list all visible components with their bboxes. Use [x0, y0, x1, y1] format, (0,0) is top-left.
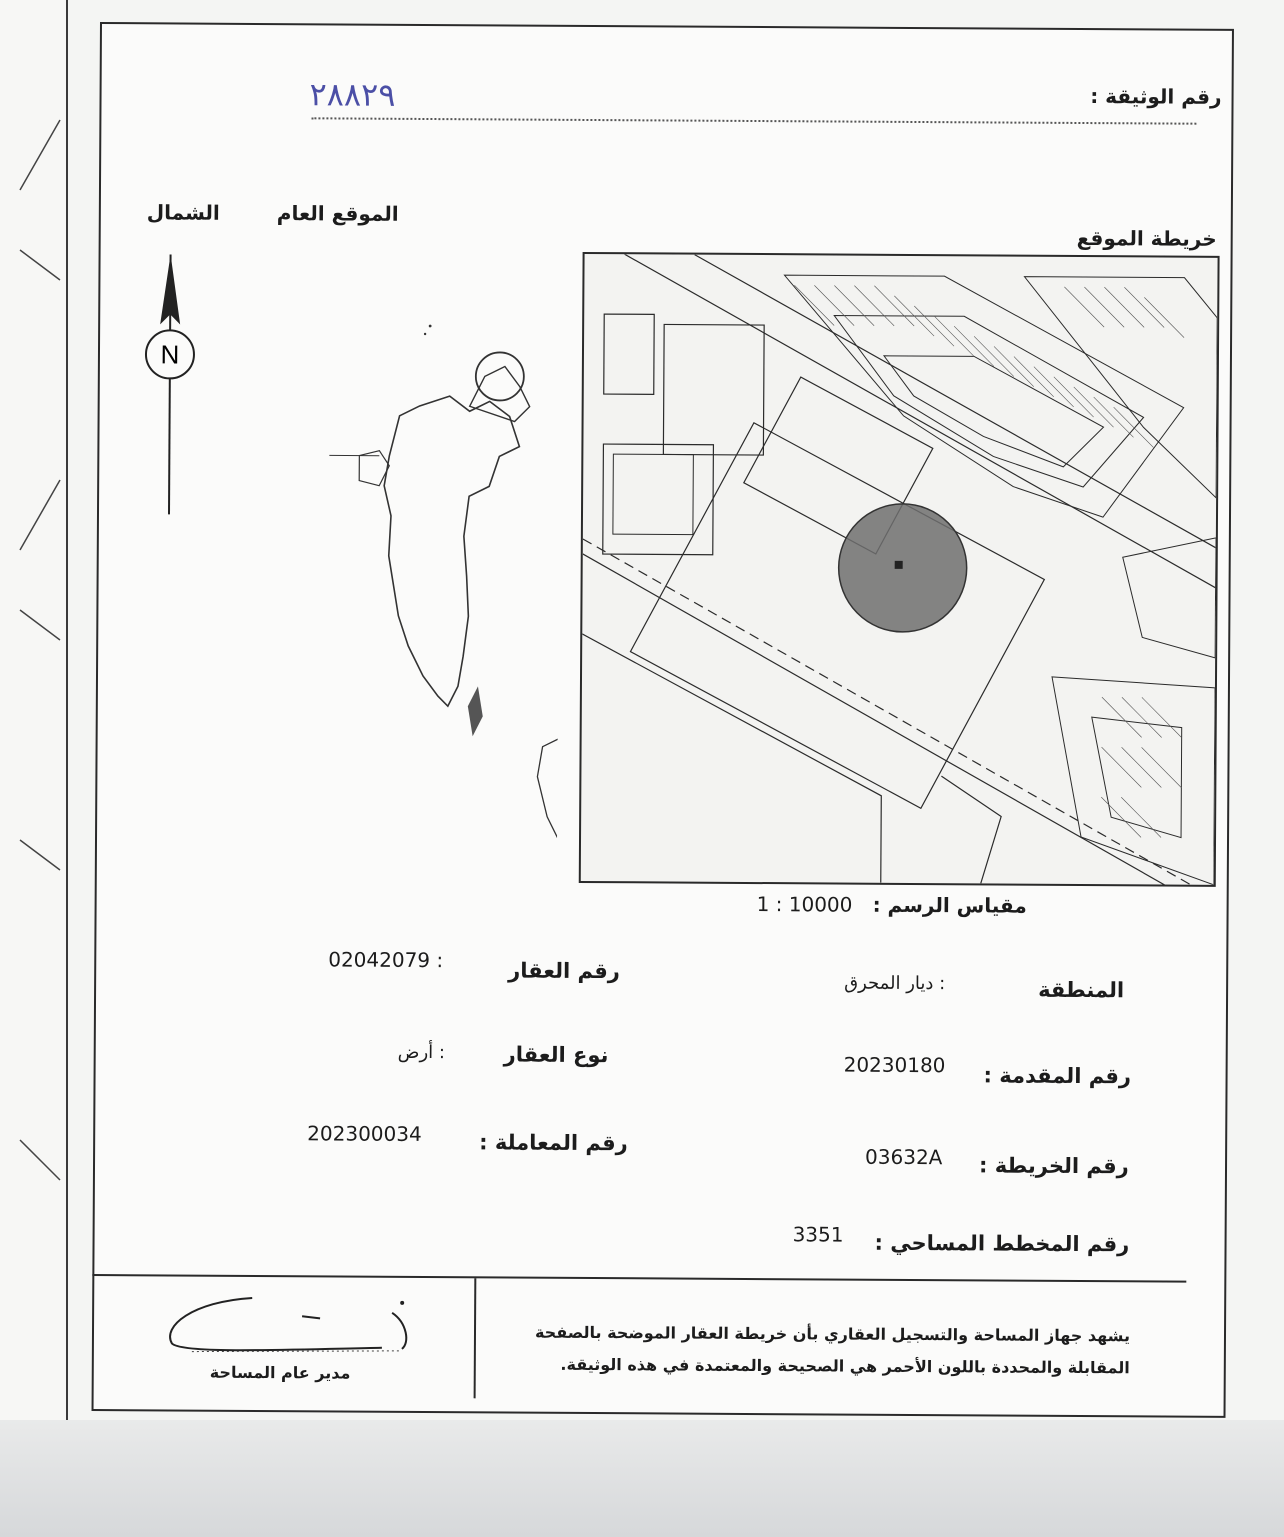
muharraq-outline: [470, 366, 530, 421]
hawar-islands-outline: [537, 737, 561, 837]
main-island-outline: [383, 396, 520, 707]
north-label: الشمال: [146, 200, 220, 225]
prefix-number-label: رقم المقدمة :: [983, 1063, 1132, 1089]
certification-footer: [92, 1274, 1187, 1403]
north-arrow: [139, 254, 221, 558]
general-location-map: [217, 255, 561, 861]
islet-mark: [468, 686, 483, 736]
property-type-label: نوع العقار: [503, 1042, 609, 1068]
survey-plan-label: رقم المخطط المساحي :: [874, 1230, 1130, 1257]
previous-page-edge: [0, 0, 68, 1420]
north-symbol: N: [160, 339, 180, 370]
transaction-number-value: 202300034: [307, 1121, 422, 1146]
signatory-title: مدير عام المساحة: [209, 1362, 351, 1383]
previous-page-marks: [0, 0, 66, 1420]
certification-line-2: المقابلة والمحددة باللون الأحمر هي الصحيحة والمعتمدة في هذه الوثيقة.: [560, 1354, 1130, 1378]
site-map-label: خريطة الموقع: [1076, 225, 1217, 251]
property-number-value: : 02042079: [328, 947, 444, 973]
map-number-value: 03632A: [865, 1144, 943, 1170]
transaction-number-label: رقم المعاملة :: [479, 1130, 628, 1156]
property-number-label: رقم العقار: [508, 958, 620, 984]
property-type-value: : أرض: [397, 1041, 446, 1064]
scan-bottom-edge: [0, 1420, 1284, 1537]
footer-divider: [474, 1278, 477, 1398]
region-label: المنطقة: [1038, 977, 1125, 1003]
doc-number-label: رقم الوثيقة :: [1090, 84, 1222, 109]
map-number-label: رقم الخريطة :: [978, 1153, 1129, 1179]
document-page: [92, 22, 1234, 1418]
region-value: : ديار المحرق: [844, 972, 946, 995]
scale-value: 1 : 10000: [756, 892, 853, 917]
doc-number-dotted-line: [311, 117, 1196, 124]
prefix-number-value: 20230180: [843, 1052, 946, 1078]
certification-line-1: يشهد جهاز المساحة والتسجيل العقاري بأن خريطة العقار الموضحة بالصفحة: [534, 1322, 1131, 1346]
doc-number-handwritten: ٢٨٨٢٩: [309, 75, 396, 114]
scale-label: مقياس الرسم :: [872, 892, 1027, 918]
general-location-label: الموقع العام: [276, 201, 399, 226]
survey-plan-value: 3351: [792, 1222, 844, 1247]
location-circle: [476, 352, 524, 400]
site-map: [579, 252, 1220, 887]
